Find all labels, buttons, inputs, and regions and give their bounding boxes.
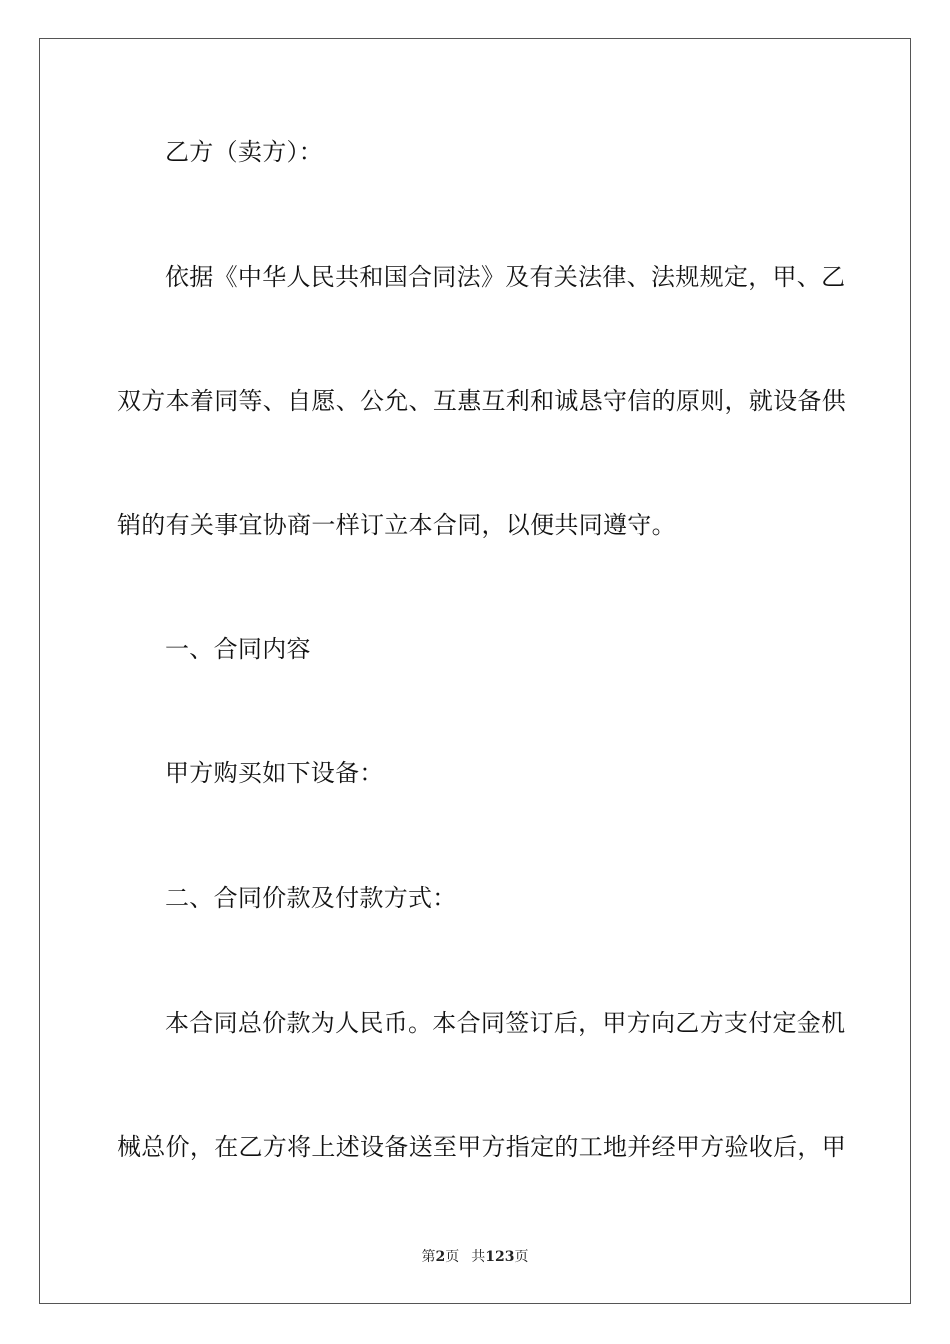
page-number: 2 <box>435 1249 446 1265</box>
page-border <box>39 38 911 1304</box>
page-suffix: 页 <box>445 1249 460 1265</box>
total-prefix: 共 <box>471 1249 486 1265</box>
section-heading: 一、合同内容 <box>165 635 311 663</box>
total-suffix: 页 <box>514 1249 529 1265</box>
paragraph-line: 本合同总价款为人民币。本合同签订后，甲方向乙方支付定金机 <box>165 1009 846 1037</box>
page-prefix: 第 <box>421 1249 436 1265</box>
paragraph-line: 甲方购买如下设备： <box>165 759 384 787</box>
paragraph-line: 双方本着同等、自愿、公允、互惠互利和诚恳守信的原则，就设备供 <box>117 387 846 415</box>
total-pages: 123 <box>485 1249 515 1265</box>
paragraph-line: 械总价，在乙方将上述设备送至甲方指定的工地并经甲方验收后，甲 <box>117 1133 846 1161</box>
party-b-label: 乙方（卖方）： <box>165 138 324 166</box>
section-heading: 二、合同价款及付款方式： <box>165 884 457 912</box>
paragraph-line: 依据《中华人民共和国合同法》及有关法律、法规规定，甲、乙 <box>165 263 846 291</box>
paragraph-line: 销的有关事宜协商一样订立本合同，以便共同遵守。 <box>117 511 676 539</box>
page-footer <box>0 1246 950 1266</box>
